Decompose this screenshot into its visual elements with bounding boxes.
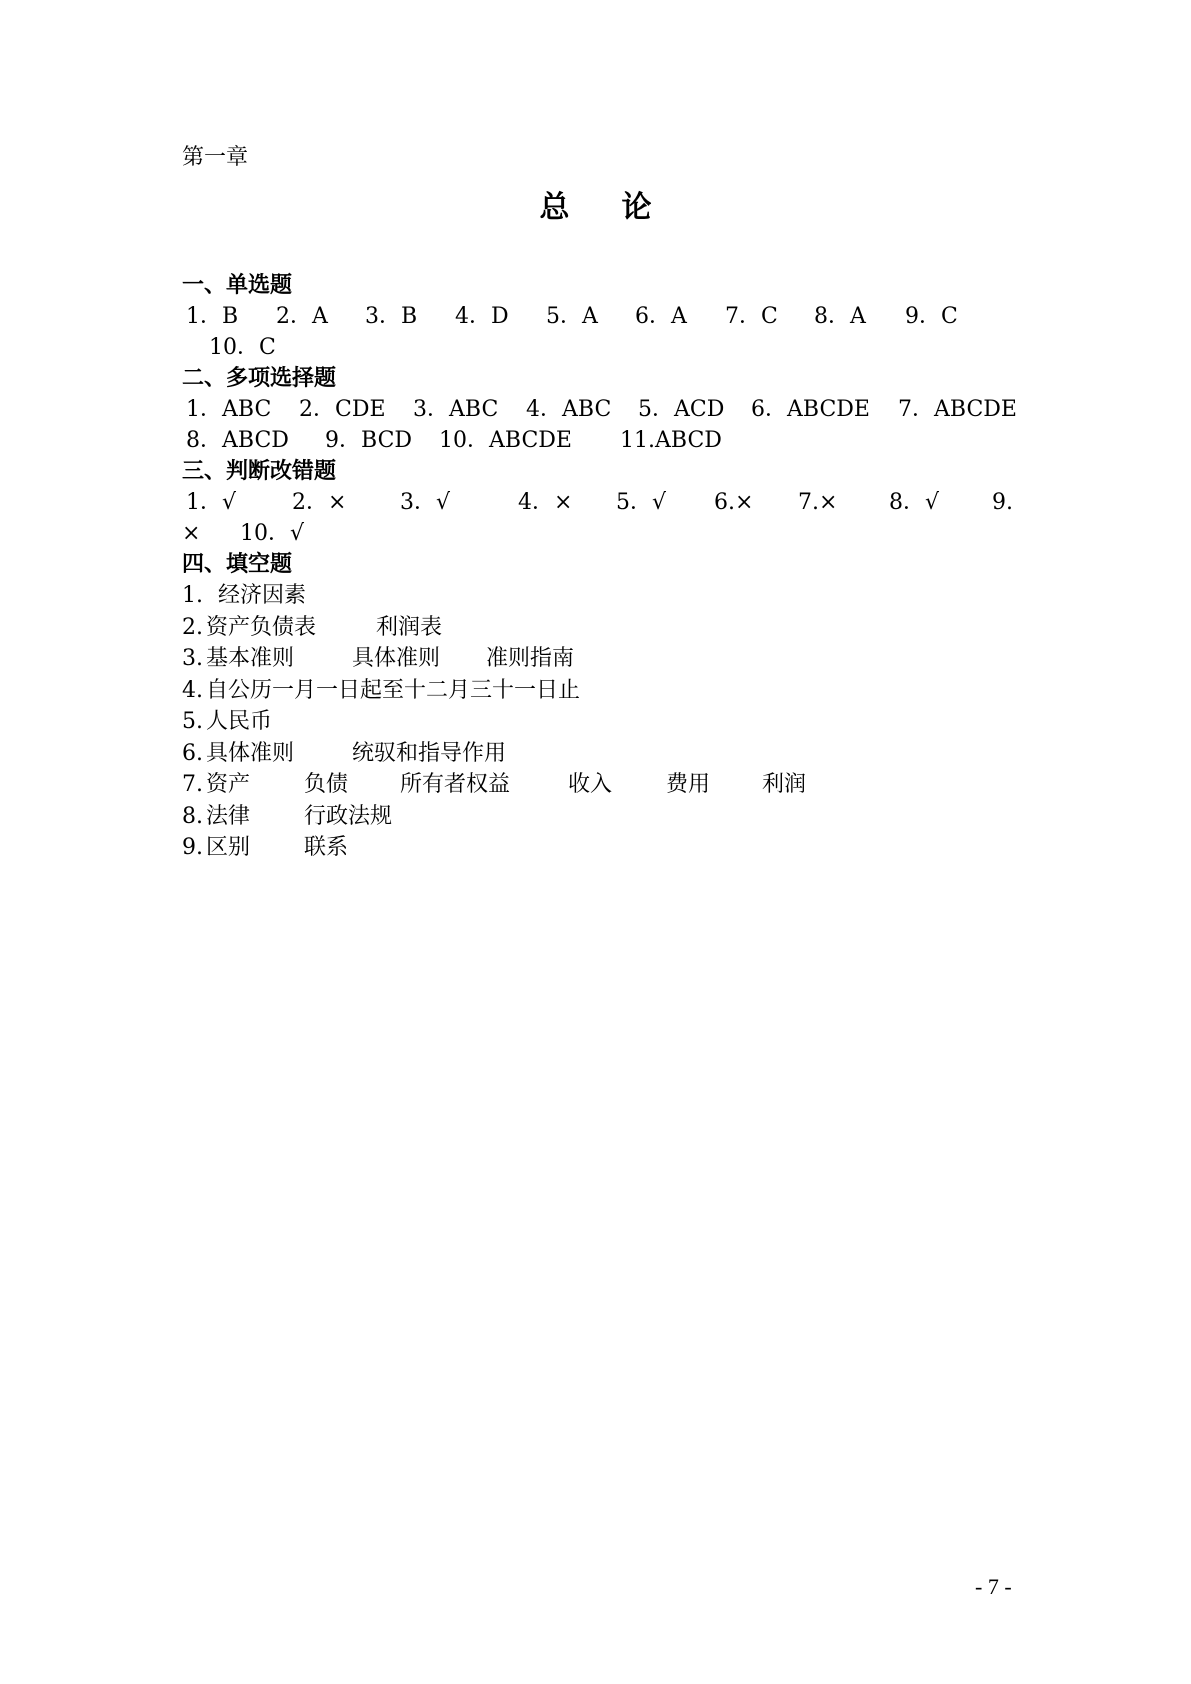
answer-row: [182, 487, 1022, 518]
answer-text: 资产负债表: [206, 614, 317, 640]
answer-text: 利润: [762, 772, 807, 797]
answer-row: [182, 425, 1022, 456]
answer-item: 2．CDE: [299, 397, 386, 422]
title-char-1: 总: [539, 190, 570, 225]
answer-text: 收入: [568, 772, 613, 797]
fill-blank-item: [182, 738, 1022, 770]
answer-item: 7．ABCDE: [898, 397, 1017, 422]
answer-item: 3．B: [365, 304, 418, 329]
fill-blank-item: [182, 580, 1022, 612]
fill-blank-item: [182, 801, 1022, 833]
item-number: 1.: [182, 583, 203, 608]
answer-row: [182, 518, 1022, 549]
section-heading-multiple-choice: 二、多项选择题: [182, 366, 337, 391]
answer-item: 1．ABC: [186, 397, 272, 422]
item-number: 4.: [182, 677, 203, 703]
answer-item: ×: [182, 521, 201, 546]
item-number: 5.: [182, 709, 203, 734]
answer-text: 具体准则: [352, 646, 441, 671]
chapter-title: [0, 188, 1191, 228]
section-heading-true-false: 三、判断改错题: [182, 459, 337, 484]
answer-item: 9．C: [905, 304, 958, 329]
answer-text: 费用: [666, 772, 711, 797]
answer-text: 联系: [304, 835, 349, 860]
answer-item: 2．×: [292, 490, 347, 515]
answer-text: 准则指南: [486, 646, 575, 671]
answer-text: 利润表: [376, 614, 443, 640]
answer-item: 9．BCD: [325, 428, 413, 453]
fill-blank-item: [182, 769, 1022, 801]
answer-text: 基本准则: [206, 646, 295, 671]
answer-item: 10．C: [209, 335, 276, 360]
answer-item: 5．ACD: [638, 397, 725, 422]
answer-text: 人民币: [206, 709, 273, 734]
answer-item: 5．√: [616, 490, 667, 515]
answer-row: [182, 394, 1022, 425]
item-number: 8.: [182, 803, 203, 829]
answer-item: 6．A: [635, 304, 687, 329]
answer-item: 8．√: [889, 490, 940, 515]
answer-row: [182, 332, 1022, 363]
answer-text: 经济因素: [218, 583, 307, 608]
answer-row: [182, 301, 1022, 332]
title-char-2: 论: [621, 190, 652, 225]
answer-item: 6.×: [714, 490, 754, 515]
answer-item: 4．×: [518, 490, 573, 515]
answer-text: 自公历一月一日起至十二月三十一日止: [206, 677, 581, 703]
answer-item: 5．A: [546, 304, 598, 329]
fill-blank-item: [182, 706, 1022, 738]
answer-text: 具体准则: [206, 740, 295, 766]
answer-content: [182, 270, 1022, 864]
answer-item: 7.×: [798, 490, 838, 515]
answer-text: 统驭和指导作用: [352, 740, 507, 766]
fill-blank-item: [182, 612, 1022, 644]
item-number: 7.: [182, 772, 203, 797]
answer-item: 9.: [992, 490, 1013, 515]
item-number: 3.: [182, 646, 203, 671]
page-number: - 7 -: [975, 1574, 1012, 1599]
fill-blank-item: [182, 643, 1022, 675]
section-heading-fill-blank: 四、填空题: [182, 552, 293, 577]
answer-text: 负债: [304, 772, 349, 797]
answer-item: 11.ABCD: [620, 428, 722, 453]
answer-item: 2．A: [276, 304, 328, 329]
answer-text: 行政法规: [304, 803, 393, 829]
fill-blank-item: [182, 832, 1022, 864]
answer-item: 10．ABCDE: [439, 428, 572, 453]
answer-item: 8．A: [814, 304, 866, 329]
section-heading-single-choice: 一、单选题: [182, 273, 293, 298]
answer-item: 8．ABCD: [186, 428, 289, 453]
answer-item: 3．√: [400, 490, 451, 515]
answer-text: 区别: [206, 835, 251, 860]
answer-text: 资产: [206, 772, 251, 797]
chapter-label: 第一章: [182, 145, 249, 170]
answer-item: 6．ABCDE: [751, 397, 870, 422]
item-number: 6.: [182, 740, 203, 766]
answer-item: 1．√: [186, 490, 237, 515]
answer-item: 10．√: [240, 521, 305, 546]
answer-text: 法律: [206, 803, 251, 829]
answer-text: 所有者权益: [400, 772, 511, 797]
item-number: 9.: [182, 835, 203, 860]
answer-item: 3．ABC: [413, 397, 499, 422]
answer-item: 7．C: [725, 304, 778, 329]
answer-item: 4．D: [455, 304, 509, 329]
answer-item: 1．B: [186, 304, 239, 329]
answer-item: 4．ABC: [526, 397, 612, 422]
fill-blank-item: [182, 675, 1022, 707]
item-number: 2.: [182, 614, 203, 640]
